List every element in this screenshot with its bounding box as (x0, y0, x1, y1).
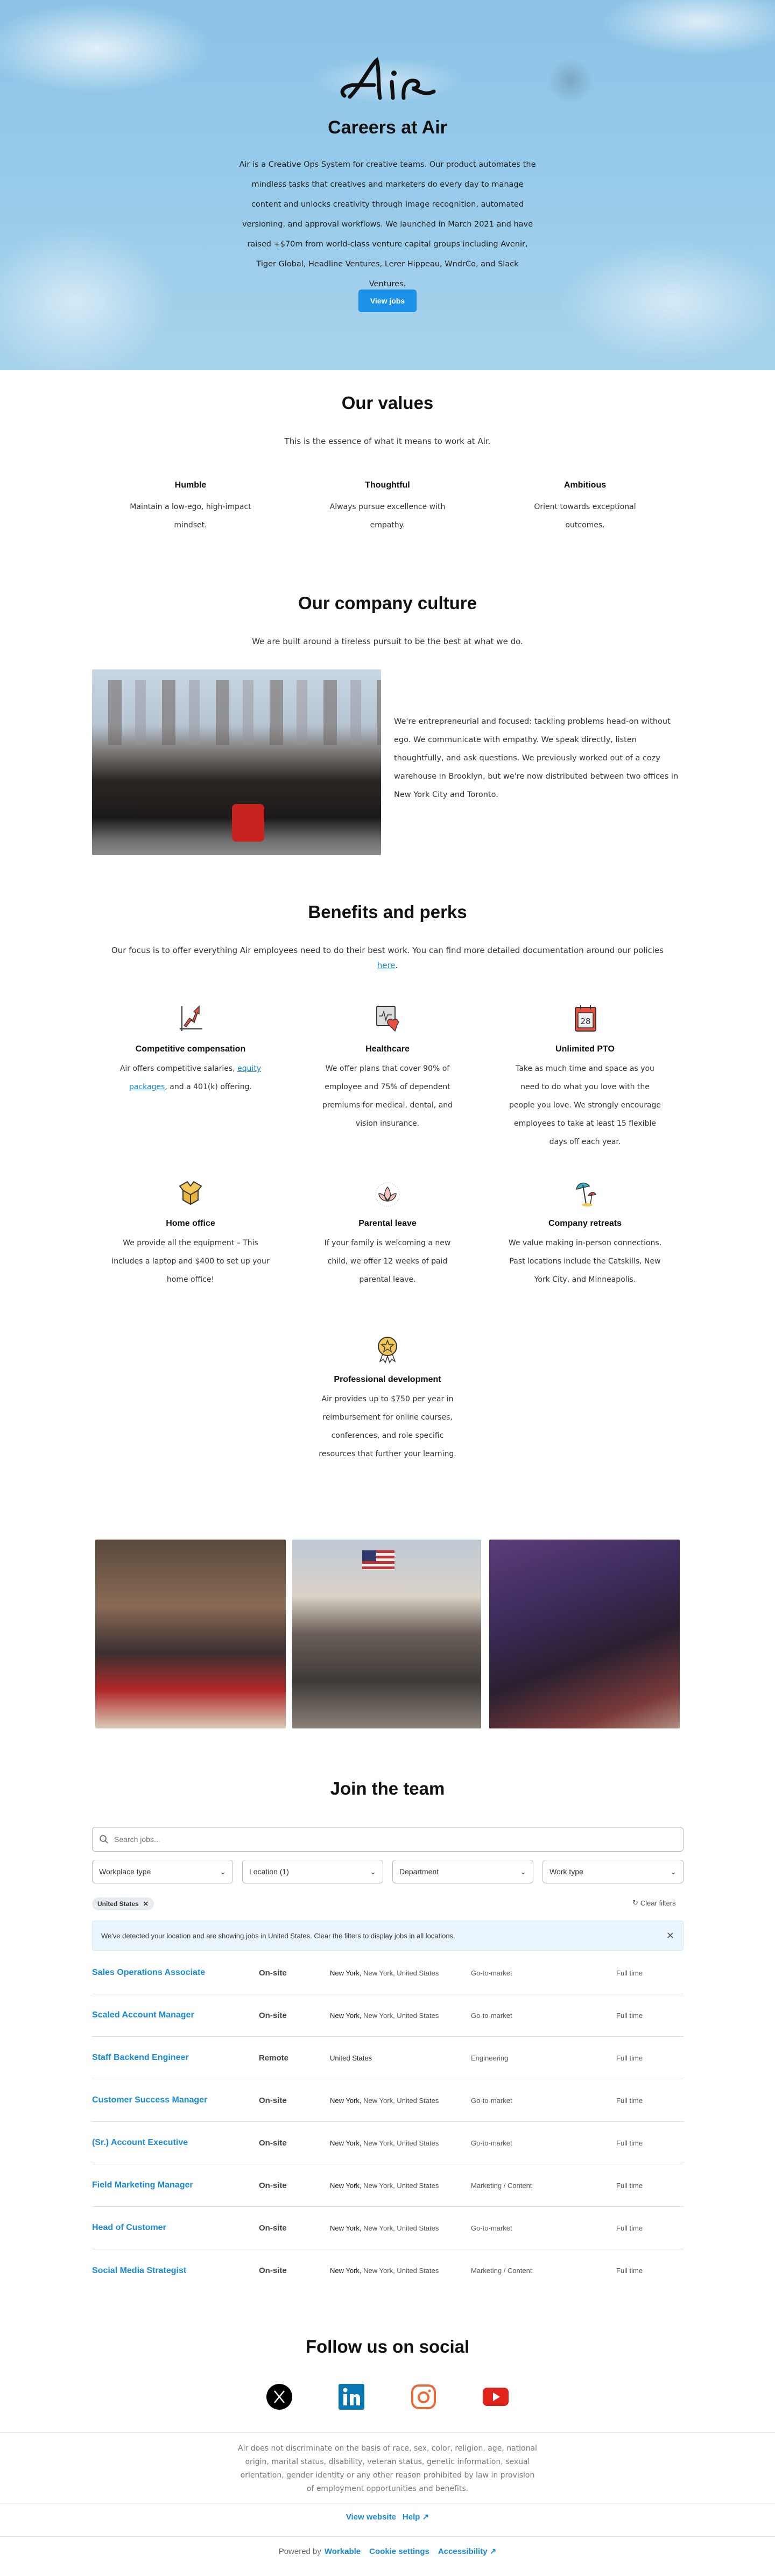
social-title: Follow us on social (305, 2337, 470, 2356)
powered-by-label: Powered by (278, 2547, 321, 2556)
award-medal-icon (371, 1332, 404, 1365)
job-type: Full time (616, 2011, 643, 2020)
job-department: Go-to-market (471, 2224, 512, 2232)
accessibility-link[interactable] (438, 2547, 496, 2556)
job-row[interactable] (92, 2079, 684, 2122)
location-select[interactable] (242, 1860, 383, 1883)
x-icon[interactable] (266, 2384, 292, 2410)
job-department: Go-to-market (471, 2011, 512, 2020)
department-select[interactable] (392, 1860, 533, 1883)
select-label: Workplace type (99, 1867, 151, 1876)
values-title: Our values (341, 393, 434, 413)
job-location (330, 2224, 471, 2232)
social-links (0, 2384, 775, 2410)
value-title: Thoughtful (365, 481, 410, 490)
job-region: New York, United States (361, 2224, 439, 2232)
chip-label: United States (97, 1900, 139, 1908)
culture-subtitle: We are built around a tireless pursuit to be the best at what we do. (252, 637, 523, 646)
chevron-down-icon: ⌄ (220, 1867, 226, 1876)
job-department: Marketing / Content (471, 2267, 532, 2275)
benefit-title: Company retreats (548, 1219, 622, 1228)
job-workplace: On-site (259, 2138, 287, 2148)
benefit-text: We value making in-person connections. Past locations include the Catskills, New York City, and Minneapolis. (508, 1239, 662, 1284)
powered-by (0, 2546, 775, 2556)
benefit-text-part: , and a 401(k) offering. (165, 1083, 252, 1091)
value-title: Humble (174, 481, 207, 490)
accessibility-label: Accessibility (438, 2547, 488, 2556)
job-department: Marketing / Content (471, 2181, 532, 2190)
value-text: Orient towards exceptional outcomes. (534, 503, 636, 530)
beach-umbrella-icon (569, 1176, 601, 1209)
job-location (330, 2182, 471, 2190)
refresh-icon: ↻ (632, 1899, 638, 1907)
chevron-down-icon: ⌄ (520, 1867, 526, 1876)
select-label: Work type (549, 1867, 583, 1876)
job-row[interactable] (92, 2207, 684, 2249)
footer-divider (0, 2536, 775, 2537)
team-group-photo (92, 669, 381, 855)
value-ambitious (487, 481, 684, 534)
team-outdoor-flag-photo (292, 1540, 481, 1728)
job-workplace: On-site (259, 2180, 287, 2190)
job-department: Engineering (471, 2053, 509, 2062)
footer-divider (0, 2432, 775, 2433)
job-city: New York, (330, 2139, 362, 2147)
benefit-retreats (487, 1176, 684, 1289)
job-workplace: On-site (259, 2266, 287, 2275)
value-text: Always pursue excellence with empathy. (329, 503, 446, 530)
job-workplace: Remote (259, 2053, 289, 2063)
view-website-link[interactable]: View website (346, 2513, 396, 2522)
job-title-link[interactable]: (Sr.) Account Executive (92, 2138, 188, 2147)
job-location (330, 1969, 471, 1977)
external-link-icon: ↗ (489, 2547, 497, 2556)
job-region: New York, United States (361, 2011, 439, 2020)
job-type: Full time (616, 2224, 643, 2232)
job-type: Full time (616, 2181, 643, 2190)
jobs-title: Join the team (330, 1779, 445, 1798)
job-department: Go-to-market (471, 2139, 512, 2147)
policies-link[interactable]: here (377, 961, 396, 970)
benefit-title: Healthcare (365, 1044, 410, 1054)
job-type: Full time (616, 2053, 643, 2062)
benefits-title: Benefits and perks (308, 902, 467, 922)
job-row[interactable] (92, 1952, 684, 1994)
benefit-title: Unlimited PTO (555, 1044, 615, 1054)
job-city: New York, (330, 2224, 362, 2232)
job-location (330, 2267, 471, 2275)
job-title-link[interactable]: Sales Operations Associate (92, 1968, 206, 1977)
benefit-parental-leave (289, 1176, 486, 1289)
value-humble (92, 481, 289, 534)
job-title-link[interactable]: Customer Success Manager (92, 2095, 208, 2105)
linkedin-icon[interactable] (339, 2384, 364, 2410)
benefits-intro-end: . (395, 961, 398, 970)
job-location (330, 2097, 471, 2105)
youtube-icon[interactable] (483, 2384, 509, 2410)
banner-text: We've detected your location and are showing jobs in United States. Clear the filters to display jobs in all locations. (101, 1931, 455, 1940)
job-city: New York, (330, 2011, 362, 2020)
job-type: Full time (616, 2139, 643, 2147)
benefit-compensation (92, 1002, 289, 1096)
page-title: Careers at Air (328, 117, 447, 138)
clear-filters-label: Clear filters (640, 1899, 676, 1907)
growth-chart-icon (174, 1002, 207, 1034)
job-row[interactable] (92, 2164, 684, 2207)
job-department: Go-to-market (471, 2096, 512, 2105)
benefit-title: Competitive compensation (135, 1044, 246, 1054)
benefit-text-part: Air offers competitive salaries, (119, 1064, 238, 1073)
benefit-title: Professional development (334, 1375, 441, 1384)
job-title-link[interactable]: Staff Backend Engineer (92, 2053, 189, 2062)
job-workplace: On-site (259, 2095, 287, 2105)
box-icon (174, 1176, 207, 1209)
help-label: Help (402, 2513, 420, 2522)
search-icon (99, 1834, 109, 1844)
job-location (330, 2012, 471, 2020)
footer-divider (0, 2503, 775, 2504)
hero-section (0, 0, 775, 370)
search-placeholder: Search jobs... (114, 1835, 160, 1844)
calendar-day: 28 (580, 1017, 591, 1026)
chevron-down-icon: ⌄ (670, 1867, 677, 1876)
work-type-select[interactable] (542, 1860, 684, 1883)
air-logo (334, 54, 441, 102)
external-link-icon: ↗ (422, 2513, 429, 2522)
lotus-icon (371, 1176, 404, 1209)
job-workplace: On-site (259, 1968, 287, 1978)
benefit-text: Take as much time and space as you need to do what you love with the people you love. We strongly encourage employees to take at least 15 flexible days off each year. (509, 1064, 661, 1146)
job-row[interactable] (92, 1994, 684, 2037)
job-region: New York, United States (361, 2139, 439, 2147)
benefit-text: We offer plans that cover 90% of employee and 75% of dependent premiums for medical, dental, and vision insurance. (322, 1064, 453, 1128)
footer-links (0, 2512, 775, 2522)
benefits-intro (102, 943, 673, 973)
help-link[interactable] (403, 2513, 429, 2522)
hero-description: Air is a Creative Ops System for creative teams. Our product automates the mindless tasks that creatives and marketers do every day to manage content and unlocks creativity through image recognition, automated versioning, and approval workflows. We launched in March 2021 and have raised +$70m from world-class venture capital groups including Avenir, Tiger Global, Headline Ventures, Lerer Hippeau, WndrCo, and Slack Ventures. (239, 160, 536, 288)
benefit-title: Parental leave (358, 1219, 417, 1228)
job-city: United States (330, 2053, 372, 2062)
job-row[interactable] (92, 2122, 684, 2164)
job-region: New York, United States (361, 2181, 439, 2190)
benefit-title: Home office (166, 1219, 215, 1228)
job-title-link[interactable]: Social Media Strategist (92, 2266, 187, 2275)
benefit-healthcare (289, 1002, 486, 1133)
job-region: New York, United States (361, 1968, 439, 1977)
job-row[interactable] (92, 2037, 684, 2079)
benefit-text: Air provides up to $750 per year in reimbursement for online courses, conferences, and role specific resources that further your learning. (319, 1395, 456, 1458)
chevron-down-icon: ⌄ (370, 1867, 376, 1876)
job-city: New York, (330, 2096, 362, 2105)
job-location (330, 2139, 471, 2147)
view-jobs-button[interactable]: View jobs (358, 290, 417, 312)
remove-chip-icon[interactable]: ✕ (143, 1900, 149, 1908)
location-banner (92, 1921, 684, 1951)
job-title-link[interactable]: Field Marketing Manager (92, 2180, 193, 2190)
job-region: New York, United States (361, 2096, 439, 2105)
job-type: Full time (616, 1968, 643, 1977)
job-title-link[interactable]: Head of Customer (92, 2223, 166, 2232)
select-label: Location (1) (249, 1867, 289, 1876)
benefits-intro-text: Our focus is to offer everything Air employees need to do their best work. You can find more detailed documentation around our policies (111, 945, 664, 955)
benefit-home-office (92, 1176, 289, 1289)
clear-filters-button[interactable] (632, 1899, 676, 1907)
team-dinner-photo (95, 1540, 286, 1728)
cookie-settings-link[interactable]: Cookie settings (369, 2547, 429, 2556)
workplace-type-select[interactable] (92, 1860, 233, 1883)
workable-link[interactable]: Workable (324, 2547, 361, 2556)
job-location (330, 2054, 471, 2062)
job-city: New York, (330, 2267, 362, 2275)
benefit-text (92, 1060, 289, 1096)
job-city: New York, (330, 1968, 362, 1977)
close-icon[interactable]: ✕ (666, 1930, 674, 1941)
value-thoughtful (289, 481, 486, 534)
job-type: Full time (616, 2267, 643, 2275)
filter-chip-united-states[interactable] (92, 1897, 154, 1910)
benefit-professional-development (289, 1332, 486, 1463)
job-title-link[interactable]: Scaled Account Manager (92, 2010, 194, 2020)
job-row[interactable] (92, 2249, 684, 2292)
benefit-text: We provide all the equipment – This includes a laptop and $400 to set up your home office! (111, 1239, 270, 1284)
job-workplace: On-site (259, 2010, 287, 2020)
job-region: New York, United States (361, 2267, 439, 2275)
job-workplace: On-site (259, 2223, 287, 2233)
benefit-pto (487, 1002, 684, 1151)
calendar-icon (569, 1002, 601, 1034)
job-city: New York, (330, 2181, 362, 2190)
values-subtitle: This is the essence of what it means to work at Air. (284, 436, 491, 446)
eeo-disclaimer: Air does not discriminate on the basis of race, sex, color, religion, age, national origin, marital status, disability, veteran status, genetic information, sexual orientation, gender identity or any other reason prohibited by law in provision of employment opportunities and benefits. (238, 2444, 537, 2493)
culture-text: We're entrepreneurial and focused: tackling problems head-on without ego. We communicate with empathy. We speak directly, listen thoughtfully, and ask questions. We previously worked out of a cozy warehouse in Brooklyn, but we're now distributed between two offices in New York City and Toronto. (394, 717, 679, 799)
instagram-icon[interactable] (411, 2384, 436, 2410)
value-text: Maintain a low-ego, high-impact mindset. (130, 503, 251, 530)
benefit-text: If your family is welcoming a new child, we offer 12 weeks of paid parental leave. (324, 1239, 451, 1284)
select-label: Department (399, 1867, 439, 1876)
value-title: Ambitious (563, 481, 607, 490)
equity-packages-link[interactable]: equity packages (129, 1064, 262, 1091)
health-monitor-heart-icon (371, 1002, 404, 1034)
job-type: Full time (616, 2096, 643, 2105)
job-department: Go-to-market (471, 1968, 512, 1977)
job-search-input[interactable] (92, 1827, 684, 1852)
team-night-out-photo (489, 1540, 680, 1728)
culture-title: Our company culture (298, 593, 477, 613)
